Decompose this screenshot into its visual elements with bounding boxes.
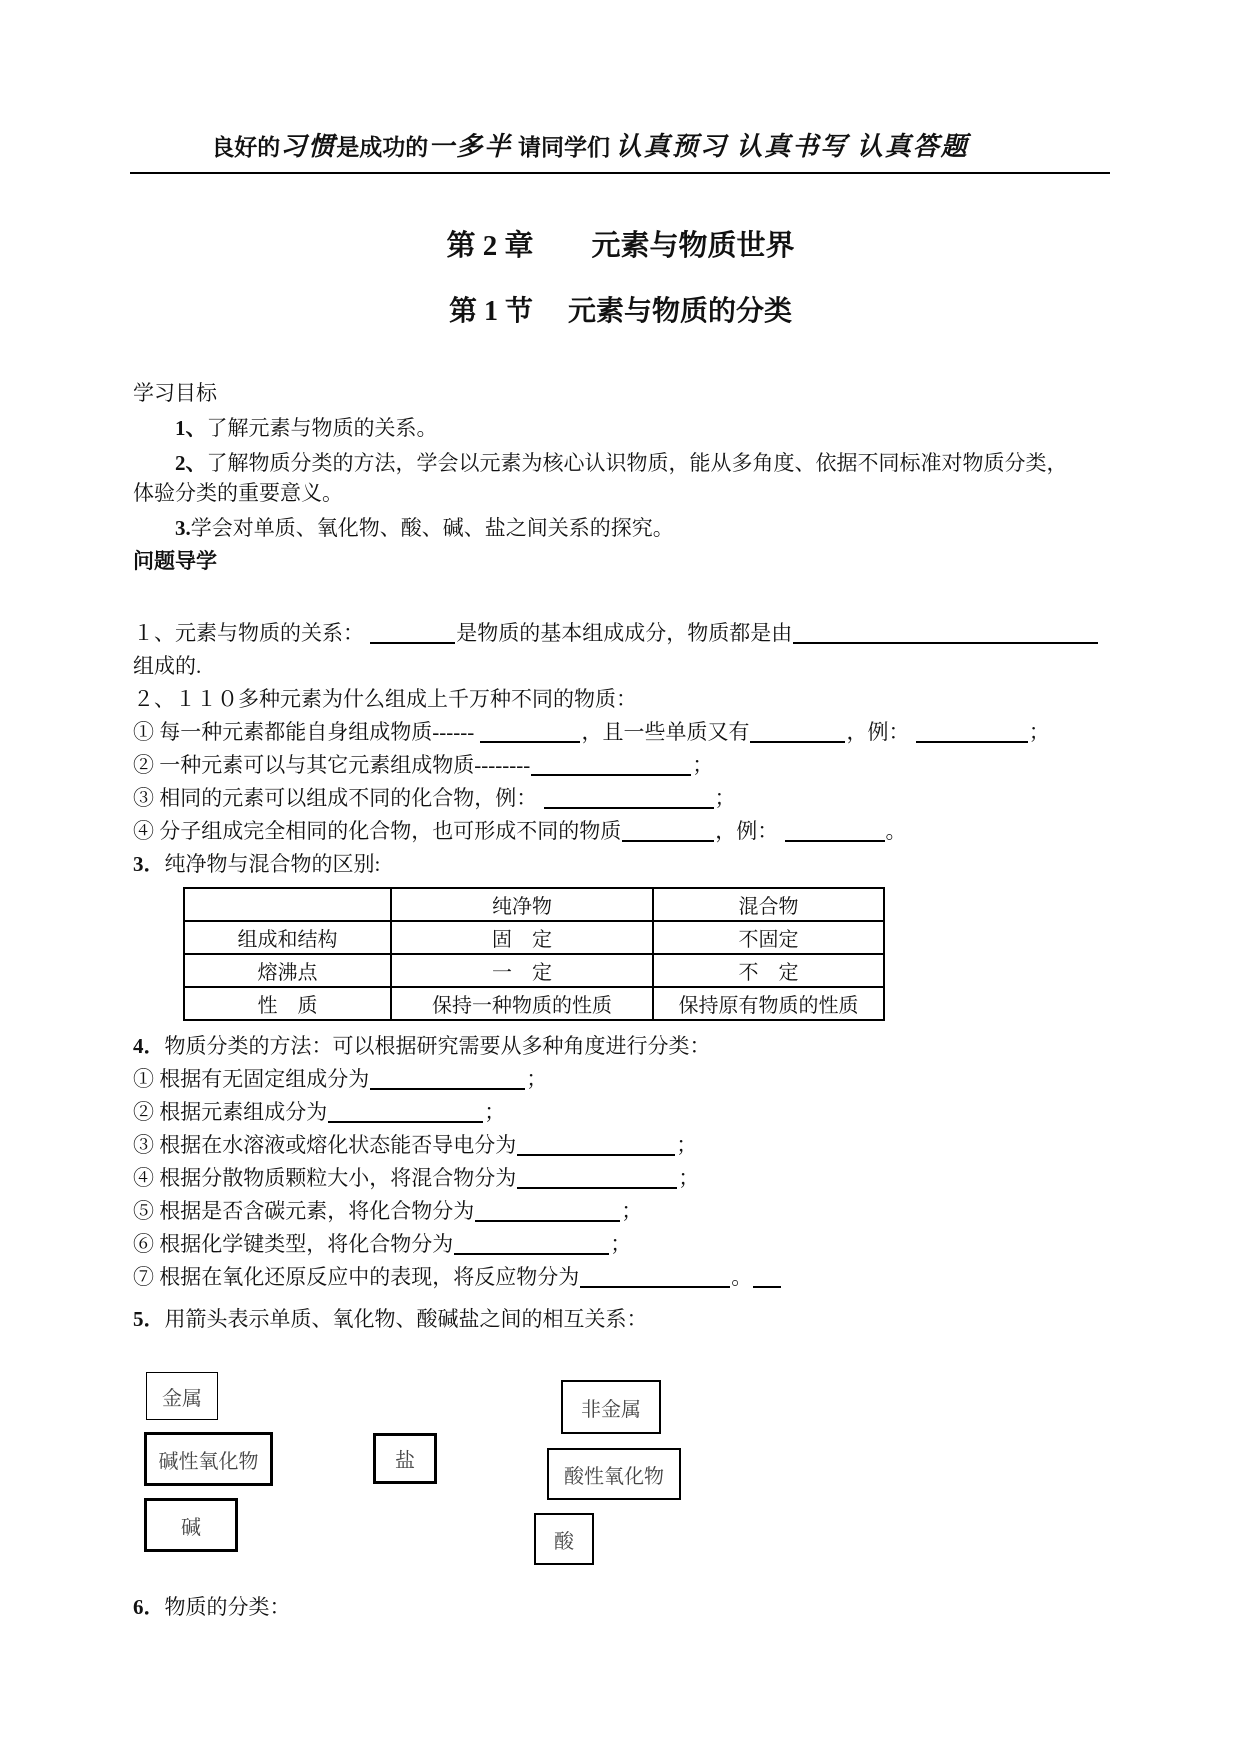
question-1-line-1: １、元素与物质的关系： 是物质的基本组成成分，物质都是由: [133, 617, 1106, 650]
table-cell: 一 定: [391, 954, 653, 987]
question-2-item-1: ① 每一种元素都能自身组成物质------ ，且一些单质又有 ，例： ；: [133, 720, 1050, 744]
table-cell: 熔沸点: [184, 954, 391, 987]
question-4-item-1: ① 根据有无固定组成分为 ；: [133, 1067, 548, 1091]
question-2-item-3: ③ 相同的元素可以组成不同的化合物，例： ；: [133, 786, 736, 810]
chapter-title: 第 2 章 元素与物质世界: [446, 230, 795, 262]
table-row: [184, 987, 884, 1020]
question-4-item-5: ⑤ 根据是否含碳元素，将化合物分为 ；: [133, 1199, 643, 1223]
question-6-heading: 6．物质的分类：: [133, 1595, 291, 1619]
fill-in-blank: [328, 1121, 483, 1123]
section-title: 第 1 节 元素与物质的分类: [448, 296, 792, 327]
question-4-item-2: ② 根据元素组成分为 ；: [133, 1100, 506, 1124]
question-1-line-2: 组成的.: [133, 654, 202, 678]
question-4-item-3: ③ 根据在水溶液或熔化状态能否导电分为 ；: [133, 1133, 698, 1157]
fill-in-blank: [475, 1220, 620, 1222]
table-cell: 保持一种物质的性质: [391, 987, 653, 1020]
fill-in-blank: [622, 840, 714, 842]
question-4-item-7: ⑦ 根据在氧化还原反应中的表现，将反应物分为 。: [133, 1261, 1106, 1294]
objective-item-1: 1、了解元素与物质的关系。: [175, 416, 438, 440]
question-4-intro: 4．物质分类的方法：可以根据研究需要从多种角度进行分类：: [133, 1034, 711, 1058]
table-header-cell: [184, 888, 391, 921]
table-cell: 性 质: [184, 987, 391, 1020]
table-row: [184, 921, 884, 954]
objective-item-2: 2、了解物质分类的方法，学会以元素为核心认识物质，能从多角度、依据不同标准对物质分类，: [175, 451, 1068, 475]
fill-in-blank: [750, 741, 845, 743]
fill-in-blank: [753, 1286, 781, 1288]
question-4-item-6: ⑥ 根据化学键类型，将化合物分为 ；: [133, 1232, 632, 1256]
guide-heading: 问题导学: [133, 550, 217, 573]
table-cell: 组成和结构: [184, 921, 391, 954]
table-cell: 不 定: [653, 954, 884, 987]
box-metal: 金属: [146, 1372, 218, 1420]
table-cell: 保持原有物质的性质: [653, 987, 884, 1020]
table-header-cell: 混合物: [653, 888, 884, 921]
fill-in-blank: [916, 741, 1028, 743]
box-acidic-oxide: 酸性氧化物: [547, 1448, 681, 1500]
comparison-table: [183, 887, 885, 1021]
fill-in-blank: [785, 840, 885, 842]
relationship-diagram: [133, 1372, 1106, 1572]
box-base: 碱: [144, 1498, 238, 1552]
objectives-heading: 学习目标: [133, 382, 217, 405]
box-salt: 盐: [373, 1433, 437, 1484]
table-cell: 固 定: [391, 921, 653, 954]
box-nonmetal: 非金属: [561, 1380, 661, 1434]
objective-item-2-continued: 体验分类的重要意义。: [133, 481, 343, 505]
worksheet-content: [133, 380, 1106, 1622]
fill-in-blank: [793, 642, 1098, 644]
box-basic-oxide: 碱性氧化物: [144, 1432, 273, 1486]
question-4-item-4: ④ 根据分散物质颗粒大小，将混合物分为 ；: [133, 1166, 700, 1190]
objective-item-3: 3.学会对单质、氧化物、酸、碱、盐之间关系的探究。: [175, 516, 674, 540]
fill-in-blank: [580, 1286, 730, 1288]
fill-in-blank: [370, 642, 455, 644]
header-motto: 良好的习惯是成功的一多半 请同学们 认真预习 认真书写 认真答题: [130, 0, 1110, 174]
fill-in-blank: [454, 1253, 609, 1255]
table-header-cell: 纯净物: [391, 888, 653, 921]
fill-in-blank: [531, 774, 691, 776]
table-cell: 不固定: [653, 921, 884, 954]
question-2-intro: ２、１１０多种元素为什么组成上千万种不同的物质：: [133, 687, 637, 711]
table-row: [184, 954, 884, 987]
fill-in-blank: [544, 807, 714, 809]
table-header-row: [184, 888, 884, 921]
fill-in-blank: [370, 1088, 525, 1090]
fill-in-blank: [517, 1154, 675, 1156]
box-acid: 酸: [534, 1513, 594, 1565]
question-5-heading: 5．用箭头表示单质、氧化物、酸碱盐之间的相互关系：: [133, 1307, 648, 1331]
fill-in-blank: [480, 741, 580, 743]
question-3-heading: 3．纯净物与混合物的区别:: [133, 852, 381, 876]
question-2-item-2: ② 一种元素可以与其它元素组成物质-------- ；: [133, 753, 714, 777]
fill-in-blank: [517, 1187, 677, 1189]
question-2-item-4: ④ 分子组成完全相同的化合物，也可形成不同的物质 ，例： 。: [133, 819, 907, 843]
